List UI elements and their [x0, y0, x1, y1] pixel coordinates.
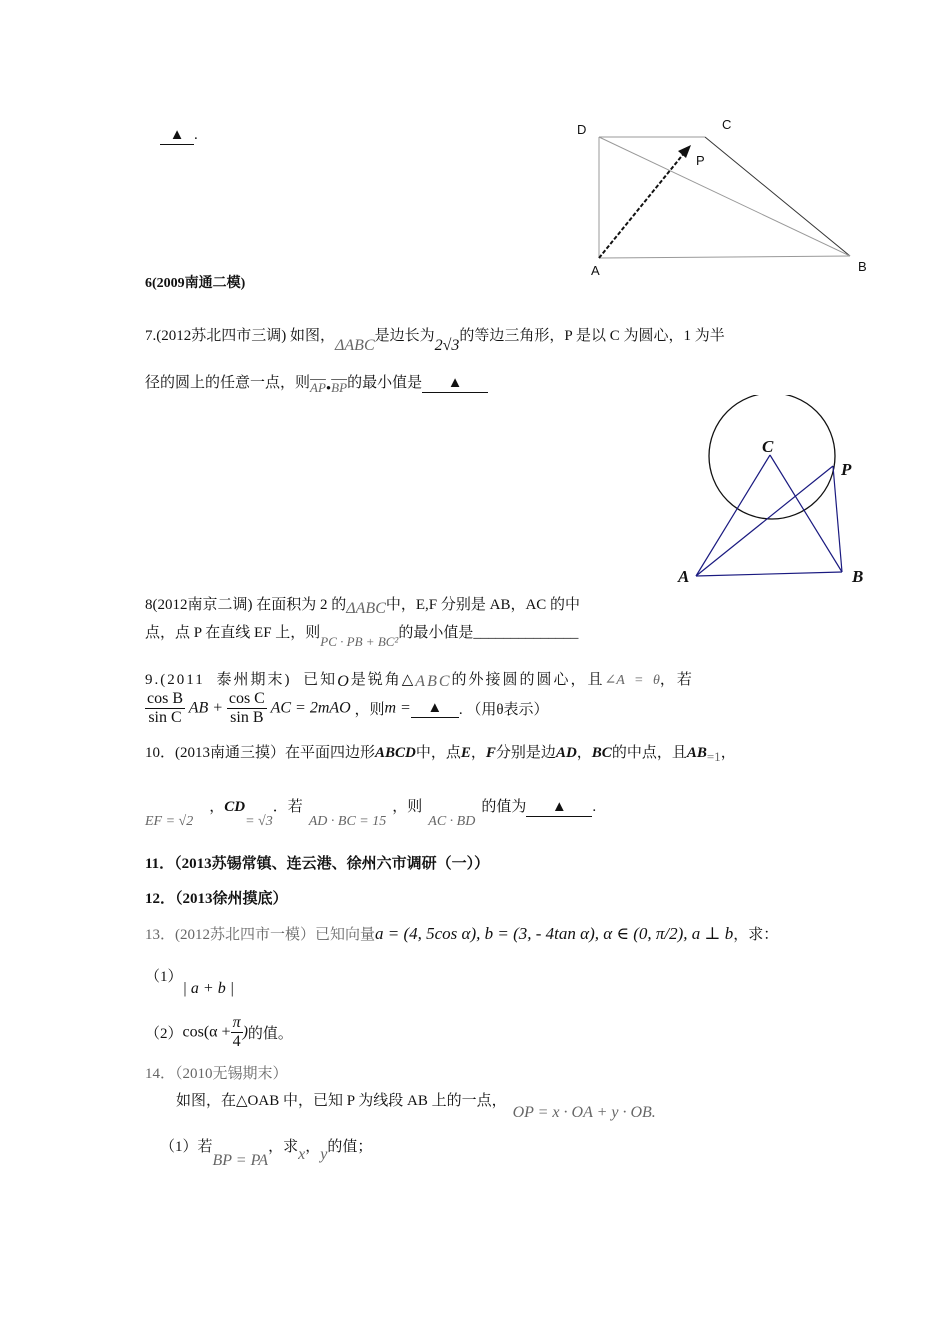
q10-line1: 10．(2013南通三摸）在平面四边形ABCD中，点E，F分别是边AD，BC的中点，且AB=1， [145, 745, 736, 764]
figure-quadrilateral [570, 110, 870, 280]
q13-p1-expr: | a + b | [182, 980, 235, 997]
q14-p1-expr: BP = PA [212, 1152, 269, 1169]
q9-line2: $\frac{\text{cos B}}{\text{sin C}}$ AB + $\frac{\text{cos C}}{\text{sin B}}$ AC = 2mAO ，则m = ▲ . （用θ表示） [147, 690, 549, 726]
q9-answer-blank: ▲ [411, 700, 459, 718]
fig1-label-p: P [696, 153, 705, 168]
q13-part1: （1）| a + b | [145, 969, 235, 997]
q8-line2: 点，点 P 在直线 EF 上，则PC · PB + BC²的最小值是______________ [145, 625, 579, 649]
q7-line1: 7.(2012苏北四市三调) 如图，ΔABC是边长为2√3的等边三角形，P 是以 C 为圆心，1 为半 [145, 328, 725, 354]
figure-circle-triangle [680, 395, 870, 595]
q14-line1: 如图，在△OAB 中，已知 P 为线段 AB 上的一点，OP = x · OA + y · OB. [176, 1093, 656, 1121]
q7-vector-ap: $\overline{AP}$ [310, 380, 326, 395]
q8-line1: 8(2012南京二调) 在面积为 2 的ΔABC中，E,F 分别是 AB，AC 的中 [145, 597, 581, 617]
q9-line1: 9.(2011 泰州期末) 已知O是锐角△ABC的外接圆的圆心，且∠A = θ，若 [145, 672, 694, 690]
q13-p2-fraction: $\frac{\pi}{4}$ [232, 1014, 241, 1050]
q9-fraction-1: $\frac{\text{cos B}}{\text{sin C}}$ [147, 690, 183, 726]
q13-part2: （2）cos(α + $\frac{\pi}{4}$ )的值。 [145, 1014, 293, 1050]
q10-answer-blank: ▲ [526, 799, 592, 817]
fig2-label-p: P [841, 460, 852, 479]
q7-answer-blank: ▲ [422, 375, 488, 393]
q10-line2: EF = √2，CD= √3．若AD · BC = 15，则AC · BD的值为 ▲ . [145, 799, 597, 829]
q9-equation: AC = 2mAO [270, 699, 351, 717]
q12-heading: 12．（2013徐州摸底） [145, 891, 288, 907]
q10-acbd: AC · BD [428, 814, 476, 829]
q8-expression: PC · PB + BC² [320, 634, 399, 649]
fig1-label-c: C [722, 117, 732, 132]
fig1-label-d: D [577, 122, 587, 137]
q7-vector-bp: $\overline{BP}$ [331, 380, 348, 395]
q7-line2: 径的圆上的任意一点，则$\overline{AP}•\overline{BP}$的最小值是 ▲ [145, 371, 488, 393]
q14-expr: OP = x · OA + y · OB. [512, 1104, 656, 1121]
q11-heading: 11．（2013苏锡常镇、连云港、徐州六市调研（一）） [145, 856, 490, 872]
q6-heading: 6(2009南通二模) [145, 276, 246, 291]
q10-adbc: AD · BC = 15 [308, 814, 387, 829]
q8-triangle: ΔABC [346, 600, 386, 617]
q9-fraction-2: $\frac{\text{cos C}}{\text{sin B}}$ [228, 690, 265, 726]
q9-abc: ABC [415, 673, 452, 690]
q14-heading: 14．（2010无锡期末） [145, 1066, 288, 1082]
q10-ef: EF = √2 [145, 814, 194, 829]
fig2-label-c: C [762, 437, 774, 456]
fig2-label-a: A [678, 567, 690, 586]
q9-o: O [337, 673, 351, 690]
q7-triangle: ΔABC [335, 337, 375, 354]
q13-vectors: a = (4, 5cos α), b = (3, - 4tan α), α ∈ (0, π/2), a ⊥ b [375, 924, 734, 943]
q10-cd-val: = √3 [245, 814, 273, 829]
fig1-label-a: A [591, 263, 600, 278]
q9-angle: ∠A = θ [604, 673, 660, 688]
answer-blank: ▲ [160, 127, 194, 145]
q13-line1: 13．(2012苏北四市一模）已知向量a = (4, 5cos α), b = (3, - 4tan α), α ∈ (0, π/2), a ⊥ b，求： [145, 924, 779, 943]
q14-part1: （1）若BP = PA，求x，y的值； [160, 1139, 373, 1169]
fig2-label-b: B [852, 567, 864, 586]
q8-answer-blank: ______________ [473, 625, 579, 641]
top-answer-line: ▲ . [160, 127, 198, 145]
fig1-label-b: B [858, 259, 867, 274]
q7-side: 2√3 [434, 337, 460, 354]
